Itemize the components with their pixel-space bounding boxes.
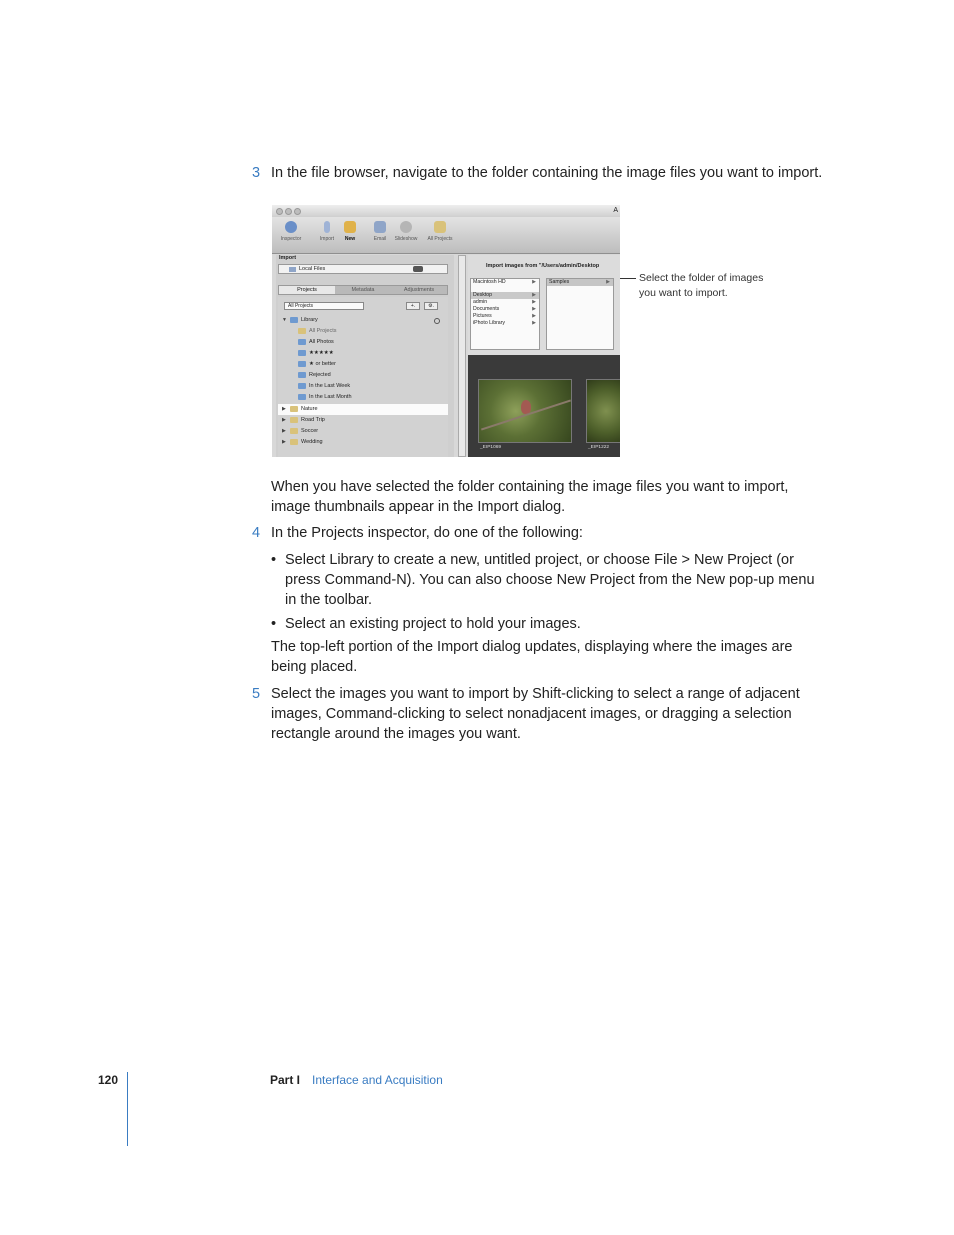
album-icon xyxy=(298,339,306,345)
folder-row-iphoto-library[interactable]: iPhoto Library ▶ xyxy=(473,320,536,326)
email-icon xyxy=(374,221,386,233)
page-number: 120 xyxy=(98,1073,119,1087)
toolbar xyxy=(272,217,620,254)
import-arrow-icon xyxy=(324,221,330,233)
album-icon xyxy=(298,361,306,367)
folder-row-pictures[interactable]: Pictures ▶ xyxy=(473,313,536,319)
tab-metadata[interactable]: Metadata xyxy=(351,287,375,293)
step-number: 3 xyxy=(252,165,261,181)
disclosure-closed-icon[interactable]: ▶ xyxy=(282,439,286,445)
inspector-tabs xyxy=(278,285,448,295)
step-5 xyxy=(252,684,821,744)
search-icon[interactable] xyxy=(434,318,440,324)
play-icon xyxy=(400,221,412,233)
toolbar-slideshow-button[interactable]: Slideshow xyxy=(391,221,421,242)
paragraph: The top-left portion of the Import dialog updates, displaying where the images are being placed. xyxy=(271,639,793,675)
project-row-five-stars[interactable]: ★★★★★ xyxy=(298,348,334,359)
figure-callout: Select the folder of images you want to import. xyxy=(639,272,764,299)
gear-button[interactable]: ⚙. xyxy=(424,302,438,310)
import-path-header: Import images from "/Users/admin/Desktop xyxy=(486,263,600,269)
project-row-soccer[interactable]: ▶ Soccer xyxy=(282,426,318,437)
panel-scrollbar[interactable] xyxy=(458,255,466,457)
project-row-nature[interactable]: ▶ Nature xyxy=(278,404,448,415)
import-header: Import xyxy=(279,255,297,261)
album-icon xyxy=(298,394,306,400)
toolbar-all-projects-button[interactable]: All Projects xyxy=(423,221,457,242)
step-number: 5 xyxy=(252,686,261,702)
project-list xyxy=(278,297,448,457)
disclosure-closed-icon[interactable]: ▶ xyxy=(282,417,286,423)
toolbar-inspector-button[interactable]: Inspector xyxy=(276,221,306,242)
part-label: Part I xyxy=(270,1073,301,1087)
album-icon xyxy=(298,350,306,356)
window-title: A xyxy=(613,207,618,214)
import-dialog-screenshot xyxy=(272,205,620,457)
tab-adjustments[interactable]: Adjustments xyxy=(403,287,435,293)
photo-thumbnail-2[interactable] xyxy=(586,379,620,443)
step-number: 4 xyxy=(252,525,261,541)
project-row-last-week[interactable]: In the Last Week xyxy=(298,381,350,392)
section-link[interactable]: Interface and Acquisition xyxy=(312,1073,443,1087)
chevron-right-icon: ▶ xyxy=(532,320,536,326)
minimize-window-icon[interactable] xyxy=(285,208,292,215)
chevron-right-icon: ▶ xyxy=(532,279,536,285)
projects-inspector-panel xyxy=(276,255,454,457)
project-icon xyxy=(290,417,298,423)
new-project-icon xyxy=(344,221,356,233)
thumbnail-strip xyxy=(468,355,620,457)
add-button[interactable]: +. xyxy=(406,302,420,310)
toolbar-import-button[interactable]: Import xyxy=(312,221,342,242)
toolbar-new-button[interactable]: New xyxy=(335,221,365,242)
disclosure-open-icon[interactable]: ▼ xyxy=(282,317,287,323)
clear-icon[interactable] xyxy=(413,266,423,272)
paragraph: When you have selected the folder containing the image files you want to import, image thumbnails appear in the Import dialog. xyxy=(271,479,789,515)
zoom-window-icon[interactable] xyxy=(294,208,301,215)
volume-row[interactable]: Macintosh HD ▶ xyxy=(473,279,536,285)
callout-leader-line xyxy=(620,278,636,279)
photo-caption: _EIP1222 xyxy=(588,445,610,450)
album-icon xyxy=(298,372,306,378)
album-icon xyxy=(298,383,306,389)
step-3 xyxy=(252,163,831,183)
window-titlebar xyxy=(272,205,620,217)
chevron-right-icon: ▶ xyxy=(532,292,536,298)
info-icon xyxy=(285,221,297,233)
project-row-all-photos[interactable]: All Photos xyxy=(298,337,334,348)
folder-row-samples[interactable]: Samples ▶ xyxy=(547,279,613,286)
bullet-item: • Select an existing project to hold your images. xyxy=(285,614,825,634)
project-row-library[interactable]: ▼ Library xyxy=(282,315,318,326)
folder-icon xyxy=(289,267,296,272)
projects-icon xyxy=(298,328,306,334)
project-row-wedding[interactable]: ▶ Wedding xyxy=(282,437,323,448)
step-text: In the Projects inspector, do one of the following: xyxy=(271,525,583,541)
tab-projects[interactable]: Projects xyxy=(279,286,335,294)
footer-rule xyxy=(127,1072,128,1146)
toolbar-email-button[interactable]: Email xyxy=(365,221,395,242)
step-text: Select the images you want to import by Shift-clicking to select a range of adjacent images, Command-clicking to select nonadjacent images, or dragging a selection rectangle around the images you want. xyxy=(271,686,800,742)
folder-row-documents[interactable]: Documents ▶ xyxy=(473,306,536,312)
disclosure-closed-icon[interactable]: ▶ xyxy=(282,428,286,434)
step-4 xyxy=(252,523,831,543)
chevron-right-icon: ▶ xyxy=(532,313,536,319)
library-icon xyxy=(290,317,298,323)
bullet-item: • Select Library to create a new, untitled project, or choose File > New Project (or press Command-N). You can also choose New Project from the New pop-up menu in the toolbar. xyxy=(285,550,825,610)
photo-caption: _EIP1069 xyxy=(480,445,502,450)
step-text: In the file browser, navigate to the folder containing the image files you want to import. xyxy=(271,165,823,181)
disclosure-closed-icon[interactable]: ▶ xyxy=(282,406,286,412)
project-row-one-star[interactable]: ★ or better xyxy=(298,359,336,370)
project-row-last-month[interactable]: In the Last Month xyxy=(298,392,352,403)
project-icon xyxy=(290,439,298,445)
photo-thumbnail-bird[interactable] xyxy=(478,379,572,443)
all-projects-select[interactable]: All Projects xyxy=(284,302,364,310)
chevron-right-icon: ▶ xyxy=(532,299,536,305)
browser-column-2 xyxy=(546,278,614,350)
all-projects-icon xyxy=(434,221,446,233)
project-row-rejected[interactable]: Rejected xyxy=(298,370,331,381)
project-icon xyxy=(290,406,298,412)
project-icon xyxy=(290,428,298,434)
folder-row-admin[interactable]: admin ▶ xyxy=(473,299,536,305)
folder-row-desktop[interactable]: Desktop ▶ xyxy=(471,292,539,299)
file-browser-panel xyxy=(468,255,620,355)
close-window-icon[interactable] xyxy=(276,208,283,215)
project-row-road-trip[interactable]: ▶ Road Trip xyxy=(282,415,325,426)
chevron-right-icon: ▶ xyxy=(606,279,610,285)
project-row-all-projects[interactable]: All Projects xyxy=(298,326,337,337)
browser-column-1 xyxy=(470,278,540,350)
local-files-field[interactable]: Local Files xyxy=(278,264,448,274)
chevron-right-icon: ▶ xyxy=(532,306,536,312)
